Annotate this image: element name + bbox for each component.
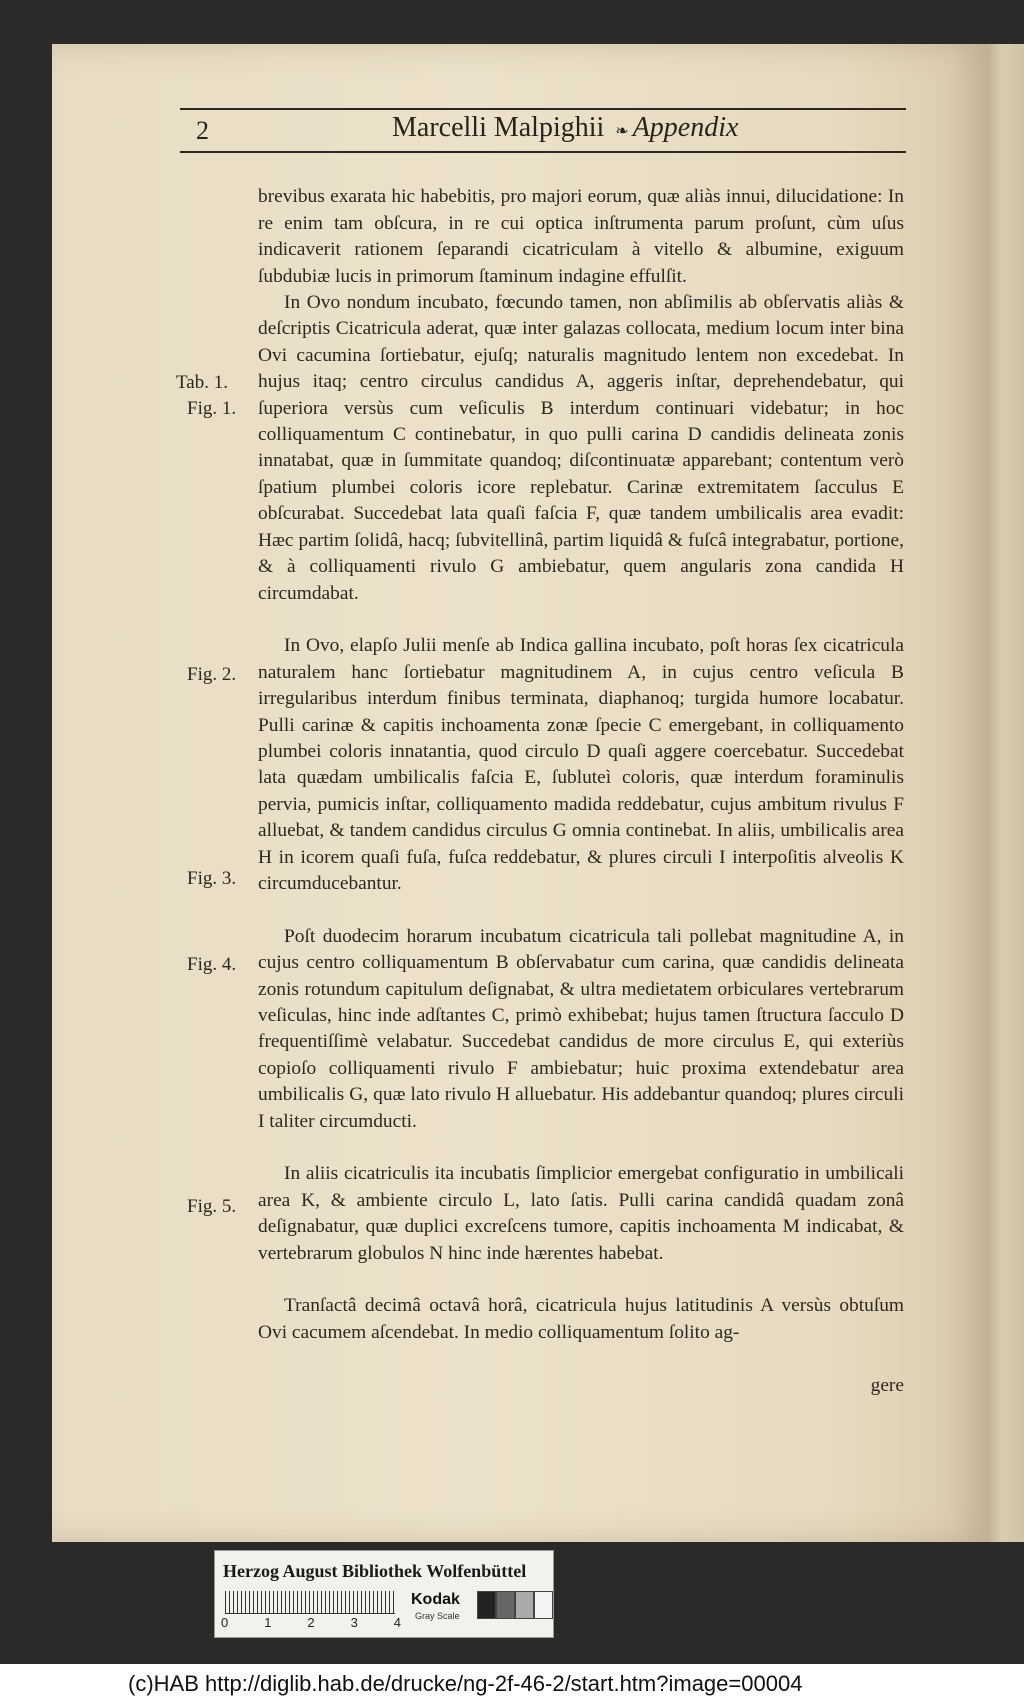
catchword: gere: [870, 1374, 904, 1396]
paragraph: In Ovo, elapſo Julii menſe ab Indica gallina incubato, poſt horas ſex cicatricula naturalem hanc ſortiebatur magnitudinem A, in cujus centro veſicula B irregularibus interdum finibus terminata, diaphanoq; turgida humore locabatur. Pulli carinæ & capitis inchoamenta zonæ ſpecie C emergebant, in colliquamento plumbei coloris innatantia, quod circulo D quaſi aggere coercebatur. Succedebat lata quædam umbilicalis faſcia E, ſubluteì coloris, quæ interdum foraminulis pervia, pumicis inſtar, colliquamento madida reddebatur, cujus ambitum rivulus F alluebat, & tandem candidus circulus G omnia continebat. In aliis, umbilicalis area H in icorem quaſi fuſa, fuſca reddebatur, & plures circuli I interpoſitis alveolis K circumducebantur.: [258, 635, 904, 894]
ruler-number: 2: [307, 1615, 315, 1630]
header-rule-top: [180, 108, 906, 110]
paragraph: In Ovo nondum incubato, fœcundo tamen, non abſimilis ab obſervatis aliàs & deſcriptis Cicatricula aderat, quæ inter galazas collocata, medium locum inter bina Ovi cacumina ſortiebatur, ejuſq; naturalis magnitudo lentem non excedebat. In hujus itaq; centro circulus candidus A, aggeris inſtar, deprehendebatur, qui ſuperiora versùs cum veſiculis B interdum continuari videbatur; in hoc colliquamentum C continebatur, in quo pulli carina D candidis delineata zonis innatabat, quæ in ſummitate quandoq; diſcontinuatæ apparebant; contentum verò ſpatium plumbei coloris icore replebatur. Carinæ extremitatem ſacculus E obſcurabat. Succedebat lata quaſi faſcia F, quæ tandem umbilicalis area evadit: Hæc partim ſolidâ, hacq; ſubvitellinâ, partim liquidâ & fuſcâ integrabatur, portione, & à colliquamenti rivulo G ambiebatur, quem angularis zona candida H circumdabat.: [258, 292, 904, 604]
paragraph: Poſt duodecim horarum incubatum cicatricula tali pollebat magnitudine A, in cujus centro colliquamentum B obſervabatur cum carina, quæ candidis delineata zonis rotundum capitulum deſignabat, & ultra medietatem orbiculares vertebrarum veſiculas, hinc inde adſtantes C, primò exhibebat; hujus tamen ſtructura ſacculo D frequentiſſimè velabatur. Succedebat candidus de more circulus E, qui exteriùs copioſo colliquamenti rivulo F ambiebatur; huic proxima extendebatur area umbilicalis G, quæ lato rivulo H alluebatur. His addebantur quandoq; plures circuli I taliter circumducti.: [258, 925, 904, 1132]
ruler-number: 1: [264, 1615, 272, 1630]
margin-note-fig-5: Fig. 5.: [187, 1196, 237, 1217]
gray-swatch: [515, 1591, 534, 1619]
header-rule-bottom: [180, 151, 906, 153]
kodak-subtitle: Gray Scale: [415, 1611, 460, 1621]
ruler-number: 0: [221, 1615, 229, 1630]
margin-note-fig-4: Fig. 4.: [187, 954, 237, 975]
margin-note-fig-2: Fig. 2.: [187, 664, 237, 685]
ruler-number: 3: [350, 1615, 358, 1630]
margin-note-tab-1: Tab. 1.: [176, 372, 228, 393]
paragraph: In aliis cicatriculis ita incubatis ſimplicior emergebat configuratio in umbilicali area K, & ambiente circulo L, lato ſatis. Pulli carina candidâ quadam zonâ deſignabatur, quæ duplici excreſcens tumore, capitis inchoamenta M indicabat, & vertebrarum globulos N hinc inde hærentes habebat.: [258, 1163, 904, 1264]
library-name: Herzog August Bibliothek Wolfenbüttel: [223, 1561, 527, 1581]
page-edge: [987, 44, 1024, 1542]
paragraph: brevibus exarata hic habebitis, pro majori eorum, quæ aliàs innui, dilucidatione: In re enim tam obſcura, in re cui optica inſtrumenta parum proſunt, cùm uſus indicaverit rationem ſeparandi cicatriculam à vitello & albumine, exiguum ſubdubiæ lucis in primorum ſtaminum indagine effulſit.: [258, 186, 904, 287]
copyright-credit: (c)HAB http://diglib.hab.de/drucke/ng-2f-46-2/start.htm?image=00004: [0, 1664, 1024, 1704]
kodak-logo: Kodak: [411, 1591, 460, 1608]
running-title-author: Marcelli Malpighii: [392, 112, 605, 143]
margin-note-fig-1: Fig. 1.: [187, 398, 237, 419]
running-title: [392, 112, 738, 144]
paragraph: Tranſactâ decimâ octavâ horâ, cicatricula hujus latitudinis A versùs obtuſum Ovi cacumem aſcendebat. In medio colliquamentum ſolito ag-: [258, 1295, 904, 1343]
page-number: 2: [196, 116, 209, 145]
gray-swatch: [534, 1591, 553, 1619]
ruler-number: 4: [393, 1615, 401, 1630]
ruler-scale: [225, 1591, 395, 1614]
ruler-numbers: [221, 1615, 401, 1630]
gray-swatch: [477, 1591, 496, 1619]
running-title-appendix: Appendix: [632, 112, 739, 143]
gray-scale-swatches: [477, 1591, 553, 1619]
margin-note-fig-3: Fig. 3.: [187, 868, 237, 889]
library-scale-bar: [214, 1550, 554, 1638]
body-text: [258, 158, 904, 1426]
ornament-icon: ❧: [615, 123, 629, 140]
gray-swatch: [496, 1591, 515, 1619]
